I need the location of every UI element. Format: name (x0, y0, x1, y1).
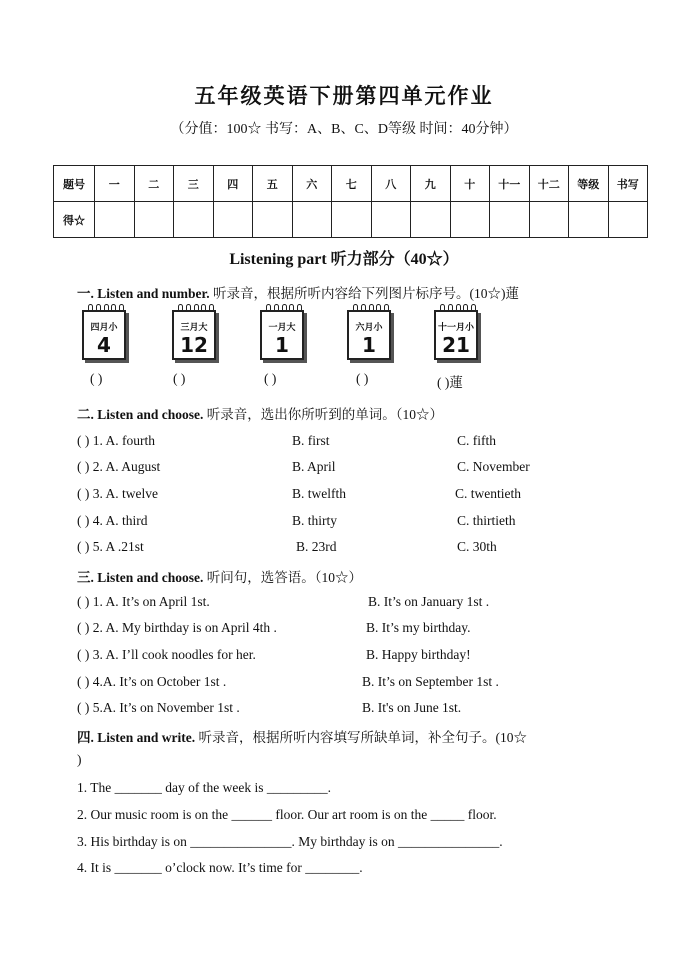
header-cell: 四 (213, 166, 253, 202)
calendar-day: 4 (97, 333, 111, 357)
header-cell: 书写 (608, 166, 648, 202)
calendar-month: 六月小 (355, 323, 383, 333)
question-item: ( ) 4.A. It’s on October 1st . (77, 674, 227, 689)
header-cell: 八 (371, 166, 411, 202)
section-1-header (77, 282, 519, 302)
header-cell: 一 (95, 166, 135, 202)
option-b: B. Happy birthday! (366, 647, 471, 662)
score-cell[interactable] (332, 202, 372, 238)
score-table (53, 165, 648, 238)
calendar-month: 一月大 (268, 323, 296, 333)
option-b: B. It’s on January 1st . (368, 594, 490, 609)
question-item: ( ) 5. A .21st (77, 539, 144, 554)
fill-in-sentence[interactable]: 4. It is _______ o’clock now. It’s time for ________. (77, 860, 363, 875)
calendar-card (347, 304, 395, 362)
header-cell: 等级 (569, 166, 609, 202)
score-cell[interactable] (450, 202, 490, 238)
calendar-page (172, 310, 216, 360)
option-b: B. April (292, 459, 336, 474)
section-4-instruction-cont: ) (77, 752, 82, 767)
calendar-card (260, 304, 308, 362)
score-cell[interactable] (411, 202, 451, 238)
section-2-title: 二. Listen and choose. (77, 407, 204, 422)
option-b: B. twelfth (292, 486, 346, 501)
page-title: 五年级英语下册第四单元作业 (194, 84, 494, 108)
section-2-instruction: 听录音，选出你所听到的单词。（10☆） (203, 407, 444, 422)
section-3-title: 三. Listen and choose. (77, 570, 204, 585)
fill-in-sentence[interactable]: 1. The _______ day of the week is _________. (77, 780, 331, 795)
section-3-instruction: 听问句，选答语。（10☆） (203, 570, 363, 585)
section-4-instruction: 听录音，根据所听内容填写所缺单词，补全句子。(10☆ (195, 730, 527, 745)
calendar-page (347, 310, 391, 360)
score-table-header-row (54, 166, 648, 202)
header-cell: 六 (292, 166, 332, 202)
option-b: B. thirty (292, 513, 338, 528)
listening-part-title: Listening part 听力部分（40☆） (229, 251, 459, 268)
option-b: B. 23rd (296, 539, 337, 554)
calendar-day: 12 (180, 333, 208, 357)
calendar-page (260, 310, 304, 360)
question-item: ( ) 1. A. It’s on April 1st. (77, 594, 210, 609)
calendar-month: 三月大 (180, 323, 208, 333)
score-cell[interactable] (608, 202, 648, 238)
score-table-score-row (54, 202, 648, 238)
section-2-header (77, 403, 443, 423)
score-cell[interactable] (569, 202, 609, 238)
header-cell: 七 (332, 166, 372, 202)
option-b: B. It’s on September 1st . (362, 674, 499, 689)
option-c: C. twentieth (455, 486, 521, 501)
answer-blank[interactable]: ( ) (264, 371, 277, 386)
section-3-header (77, 566, 362, 586)
score-cell[interactable] (253, 202, 293, 238)
header-cell: 十二 (529, 166, 569, 202)
fill-in-sentence[interactable]: 3. His birthday is on _______________. My birthday is on _______________. (77, 834, 503, 849)
option-c: C. 30th (457, 539, 497, 554)
option-b: B. It’s my birthday. (366, 620, 471, 635)
header-cell: 五 (253, 166, 293, 202)
answer-blank[interactable]: ( ) (90, 371, 103, 386)
answer-blank[interactable]: ( )蓮 (437, 375, 463, 390)
score-cell[interactable] (213, 202, 253, 238)
calendar-page (434, 310, 478, 360)
calendar-month: 四月小 (90, 323, 118, 333)
fill-in-sentence[interactable]: 2. Our music room is on the ______ floor. Our art room is on the _____ floor. (77, 807, 497, 822)
question-item: ( ) 5.A. It’s on November 1st . (77, 700, 240, 715)
header-cell: 九 (411, 166, 451, 202)
score-cell[interactable] (529, 202, 569, 238)
header-cell: 三 (174, 166, 214, 202)
question-item: ( ) 3. A. twelve (77, 486, 158, 501)
calendar-card (82, 304, 130, 362)
score-cell[interactable] (371, 202, 411, 238)
option-c: C. fifth (457, 433, 496, 448)
score-cell[interactable] (292, 202, 332, 238)
header-cell: 题号 (54, 166, 95, 202)
calendar-day: 1 (362, 333, 376, 357)
question-item: ( ) 4. A. third (77, 513, 148, 528)
question-item: ( ) 2. A. August (77, 459, 161, 474)
section-4-header (77, 726, 527, 746)
section-1-instruction: 听录音，根据所听内容给下列图片标序号。(10☆)蓮 (209, 286, 520, 301)
option-c: C. thirtieth (457, 513, 516, 528)
option-c: C. November (457, 459, 530, 474)
header-cell: 十 (450, 166, 490, 202)
option-b: B. first (292, 433, 330, 448)
calendar-page (82, 310, 126, 360)
score-row-label: 得☆ (54, 202, 95, 238)
answer-blank[interactable]: ( ) (173, 371, 186, 386)
calendar-day: 21 (442, 333, 470, 357)
section-4-title: 四. Listen and write. (77, 730, 196, 745)
section-1-title: 一. Listen and number. (77, 286, 210, 301)
calendar-card (434, 304, 482, 362)
score-cell[interactable] (134, 202, 174, 238)
question-item: ( ) 1. A. fourth (77, 433, 155, 448)
score-cell[interactable] (95, 202, 135, 238)
answer-blank[interactable]: ( ) (356, 371, 369, 386)
calendar-card (172, 304, 220, 362)
header-cell: 十一 (490, 166, 530, 202)
page-subtitle: （分值：100☆ 书写：A、B、C、D等级 时间：40分钟） (170, 122, 518, 137)
option-b: B. It's on June 1st. (362, 700, 462, 715)
question-item: ( ) 2. A. My birthday is on April 4th . (77, 620, 277, 635)
header-cell: 二 (134, 166, 174, 202)
score-cell[interactable] (174, 202, 214, 238)
calendar-month: 十一月小 (437, 323, 474, 333)
question-item: ( ) 3. A. I’ll cook noodles for her. (77, 647, 256, 662)
calendar-day: 1 (275, 333, 289, 357)
score-cell[interactable] (490, 202, 530, 238)
